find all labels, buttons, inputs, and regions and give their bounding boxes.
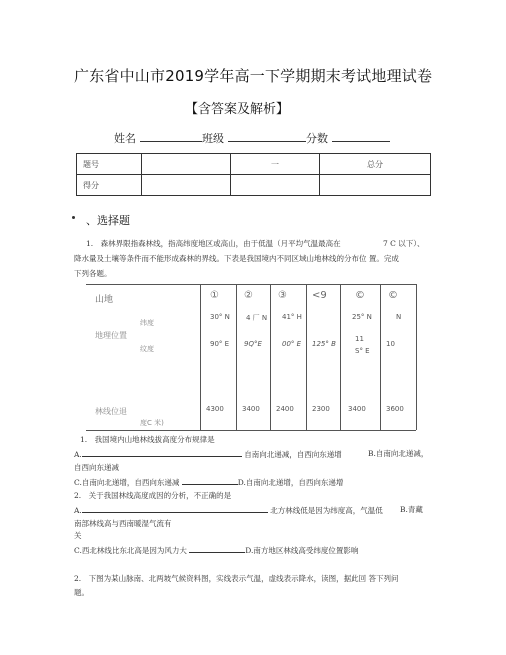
longitude-label: 纹度	[140, 345, 154, 353]
score-header-cell: 一	[231, 154, 320, 175]
longitude-value: 11 S° E	[355, 335, 370, 355]
sub2-option-c: C.西北林线比东北高是因为风力大	[74, 546, 187, 555]
sub1-option-a-cont: 自西向东递减	[74, 463, 119, 472]
score-header-cell: 题号	[77, 154, 142, 175]
score-blank	[332, 131, 390, 142]
longitude-value: 9Q°E	[244, 340, 262, 348]
sub1-question: 1. 我国境内山地林线拔高度分布规律是	[80, 435, 215, 444]
q1-line3: 下列各题。	[74, 269, 112, 278]
sub2-option-b-cont2: 关	[74, 531, 82, 540]
latitude-value: 41° H	[282, 313, 302, 321]
score-cell: 得分	[77, 175, 142, 196]
height-value: 3400	[348, 405, 366, 413]
longitude-value: 90° E	[210, 340, 230, 348]
mountain-symbol: ©	[355, 290, 365, 301]
score-table-score-row	[77, 175, 431, 196]
table-col-rule	[340, 284, 341, 430]
sub1-option-c: C.自南向北递增，自西向东递减	[74, 478, 180, 487]
option-letter: A.	[74, 450, 82, 459]
table-col-rule	[236, 284, 237, 430]
table-col-rule	[200, 284, 201, 430]
answer-blank	[189, 544, 245, 553]
score-header-cell	[142, 154, 231, 175]
sub2-option-d: D.南方地区林线高受纬度位置影响	[245, 546, 359, 555]
mountain-symbol: ①	[210, 290, 219, 301]
height-unit-label: 度C 米)	[140, 419, 164, 427]
longitude-value: 10	[386, 340, 395, 348]
q1-line1b: 7 C 以下）、	[383, 239, 425, 248]
name-field	[114, 130, 202, 146]
bullet-dot	[72, 216, 75, 219]
latitude-value: 25° N	[352, 313, 372, 321]
height-value: 3600	[386, 405, 404, 413]
mountain-symbol: <9	[312, 290, 327, 301]
q2-line2: 题。	[74, 588, 89, 597]
score-table-header-row	[77, 154, 431, 175]
table-top-rule	[86, 284, 416, 285]
option-letter: A.	[74, 506, 82, 515]
page-title: 广东省中山市2019学年高一下学期期末考试地理试卷	[74, 67, 433, 85]
section-title: 、选择题	[86, 214, 130, 227]
mountain-symbol: ©	[388, 290, 398, 301]
latitude-value: 4 厂 N	[246, 314, 268, 322]
sub2-option-b-cont1: 南部林线高与西南暖湿气流有	[74, 519, 172, 528]
sub1-option-d: D.自南向北递增，自西向东递增	[237, 478, 344, 487]
table-col-rule	[306, 284, 307, 430]
score-header-cell: 总分	[320, 154, 431, 175]
sub2-option-a	[74, 504, 383, 516]
option-text: 自南向北递减，自西向东递增	[244, 450, 342, 459]
class-label: 班级	[202, 132, 224, 145]
score-label: 分数	[306, 132, 328, 145]
q1-line1a: 1. 森林界限指森林线，指高纬度地区或高山，由于低温（月平均气温最高在	[86, 239, 341, 248]
sub2-question: 2. 关于我国林线高度成因的分析，不正确的是	[74, 491, 232, 500]
score-cell	[142, 175, 231, 196]
sub1-option-cd	[74, 476, 343, 488]
latitude-label: 纬度	[140, 319, 154, 327]
forest-line-label: 林线位退	[95, 407, 127, 416]
height-value: 2400	[276, 405, 294, 413]
q2-line1: 2. 下图为某山脉南、北两坡气候资料图，实线表示气温，虚线表示降水，读图，据此回 答下列问	[74, 574, 399, 583]
name-blank	[140, 131, 202, 142]
table-bottom-rule	[86, 430, 416, 431]
answer-blank	[82, 504, 268, 513]
score-table	[76, 153, 431, 196]
mountain-symbol: ③	[278, 290, 287, 301]
score-cell	[231, 175, 320, 196]
q1-line2: 降水量及土壤等条件而不能形成森林的界线。下表是我国境内不同区域山地林线的分布位 置。完成	[74, 254, 399, 263]
table-col-rule	[416, 284, 417, 430]
page-subtitle: 【含答案及解析】	[185, 102, 290, 117]
answer-blank	[182, 476, 238, 485]
height-value: 3400	[242, 405, 260, 413]
height-value: 2300	[312, 405, 330, 413]
class-field	[202, 130, 306, 146]
longitude-value: 00° E	[282, 340, 302, 348]
class-blank	[228, 131, 306, 142]
latitude-value: N	[396, 313, 402, 321]
score-cell	[320, 175, 431, 196]
mountain-header: 山地	[95, 295, 114, 305]
sub2-option-cd	[74, 544, 358, 556]
position-label: 地理位置	[95, 331, 127, 340]
answer-blank	[82, 448, 242, 457]
score-field	[306, 130, 390, 146]
sub2-option-b: B.青藏	[400, 505, 423, 514]
section-heading	[86, 212, 130, 228]
name-label: 姓名	[114, 132, 136, 145]
longitude-value: 125° B	[312, 340, 336, 348]
height-value: 4300	[206, 405, 224, 413]
table-col-rule	[380, 284, 381, 430]
table-col-rule	[270, 284, 271, 430]
mountain-symbol: ②	[244, 290, 253, 301]
latitude-value: 30° N	[210, 313, 230, 321]
sub1-option-b: B.自南向北递减，	[368, 449, 429, 458]
option-text: 北方林线低是因为纬度高，气温低	[270, 506, 383, 515]
sub1-option-a	[74, 448, 342, 460]
